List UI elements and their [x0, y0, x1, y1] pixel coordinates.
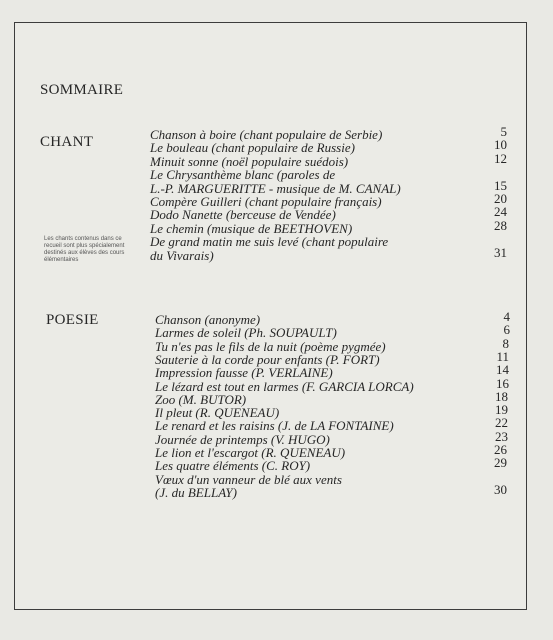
poesie-entry-line: Il pleut (R. QUENEAU): [155, 405, 280, 421]
poesie-entry-line: Sauterie à la corde pour enfants (P. FORT): [155, 351, 380, 367]
poesie-page-number: 22: [495, 415, 508, 431]
poesie-entry-line: Larmes de soleil (Ph. SOUPAULT): [155, 325, 337, 341]
chant-entry-line: Dodo Nanette (berceuse de Vendée): [150, 207, 336, 223]
poesie-entry-line: Tu n'es pas le fils de la nuit (poème pygmée): [155, 338, 386, 354]
chant-entry-line: du Vivarais): [150, 247, 214, 263]
chant-entry-line: Le chemin (musique de BEETHOVEN): [150, 220, 353, 236]
chant-entry-line: Compère Guilleri (chant populaire français): [150, 194, 382, 209]
poesie-page-number: 11: [496, 348, 509, 364]
poesie-entry-line: Les quatre éléments (C. ROY): [155, 458, 311, 474]
poesie-page-number: 23: [495, 428, 508, 444]
poesie-page-number: 19: [495, 402, 508, 418]
chant-entry-line: Minuit sonne (noël populaire suédois): [150, 153, 349, 169]
poesie-page-number: 30: [494, 481, 507, 497]
poesie-entry-line: Vœux d'un vanneur de blé aux vents: [155, 471, 342, 487]
chant-page-number: 10: [494, 137, 507, 153]
chant-entry-line: De grand matin me suis levé (chant populaire: [150, 234, 389, 250]
chant-entry-line: Le Chrysanthème blanc (paroles de: [150, 167, 336, 183]
poesie-entry-line: Zoo (M. BUTOR): [155, 391, 247, 407]
poesie-page-number: 4: [503, 309, 510, 324]
poesie-entry-line: Le renard et les raisins (J. de LA FONTAINE): [155, 418, 394, 434]
poesie-entry-line: Le lézard est tout en larmes (F. GARCIA LORCA): [155, 378, 414, 394]
poesie-entry-line: Journée de printemps (V. HUGO): [155, 431, 330, 447]
poesie-heading: POESIE: [46, 312, 99, 328]
poesie-page-number: 6: [503, 322, 510, 338]
chant-heading: CHANT: [40, 134, 94, 150]
chant-page-number: 12: [494, 150, 507, 166]
poesie-entry-line: Le lion et l'escargot (R. QUENEAU): [155, 445, 346, 460]
chant-page-number: 31: [494, 244, 507, 260]
poesie-entry-line: (J. du BELLAY): [155, 484, 237, 500]
poesie-page-number: 16: [496, 375, 509, 391]
poesie-page-number: 26: [494, 442, 507, 457]
poesie-page-number: 8: [502, 335, 509, 351]
chant-page-number: 28: [494, 217, 507, 233]
chant-page-number: 24: [494, 204, 507, 220]
poesie-page-number: 29: [494, 455, 507, 471]
sommaire-title: SOMMAIRE: [40, 82, 124, 98]
poesie-entry-line: Chanson (anonyme): [155, 312, 261, 327]
chant-note: Les chants contenus dans ce recueil sont plus spécialement destinés aux élèves des cours élémentaires: [44, 236, 125, 263]
chant-entry-line: L.-P. MARGUERITTE - musique de M. CANAL): [150, 180, 401, 196]
chant-page-number: 15: [494, 177, 507, 193]
chant-page-number: 20: [494, 191, 507, 206]
poesie-entry-line: Impression fausse (P. VERLAINE): [155, 365, 333, 381]
poesie-page-number: 18: [495, 388, 508, 404]
chant-entry-line: Le bouleau (chant populaire de Russie): [150, 140, 355, 156]
chant-entry-line: Chanson à boire (chant populaire de Serbie): [150, 127, 383, 142]
poesie-page-number: 14: [496, 362, 509, 378]
chant-page-number: 5: [500, 124, 507, 139]
